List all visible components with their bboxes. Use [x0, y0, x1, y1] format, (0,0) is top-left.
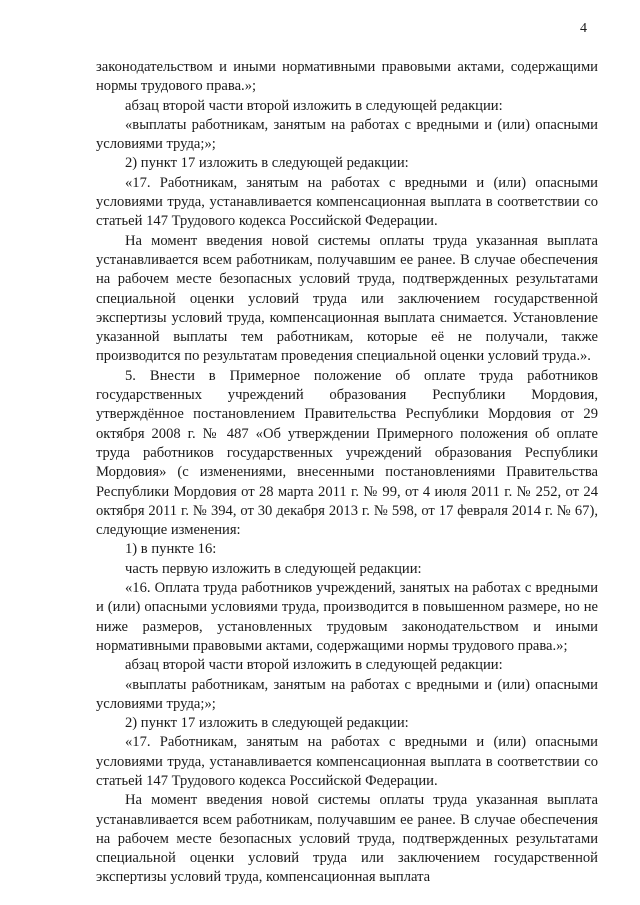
paragraph: абзац второй части второй изложить в следующей редакции: — [125, 97, 503, 114]
paragraph: «17. Работникам, занятым на работах с вредными и (или) опасными условиями труда, устанавливается компенсационная выплата в соответствии со статьей 147 Трудового кодекса Российской Федерации. — [96, 734, 598, 789]
paragraph: 2) пункт 17 изложить в следующей редакции: — [125, 155, 409, 172]
paragraph: На момент введения новой системы оплаты труда указанная выплата устанавливается всем работникам, получавшим ее ранее. В случае обеспечения на рабочем месте безопасных условий труда, подтвержденных результатами специальной оценки условий труда или заключением государственной экспертизы условий труда, компенсационная выплата снимается. Установление указанной выплаты тем работникам, которые её не получали, также производится по результатам проведения специальной оценки условий труда.». — [96, 232, 598, 365]
paragraph: часть первую изложить в следующей редакции: — [125, 560, 422, 577]
page-number: 4 — [580, 21, 587, 36]
document-body — [96, 58, 598, 888]
paragraph: 5. Внести в Примерное положение об оплате труда работников государственных учреждений образования Республики Мордовия, утверждённое постановлением Правительства Республики Мордовия от 29 октября 2008 г. № 487 «Об утверждении Примерного положения об оплате труда работников государственных учреждений образования Республики Мордовия» (с изменениями, внесенными постановлениями Правительства Республики Мордовия от 28 марта 2011 г. № 99, от 4 июля 2011 г. № 252, от 24 октября 2011 г. № 394, от 30 декабря 2013 г. № 598, от 17 февраля 2014 г. № 67), следующие изменения: — [96, 367, 598, 539]
paragraph: 2) пункт 17 изложить в следующей редакции: — [125, 715, 409, 732]
paragraph: законодательством и иными нормативными правовыми актами, содержащими нормы трудового права.»; — [96, 59, 598, 95]
paragraph: На момент введения новой системы оплаты труда указанная выплата устанавливается всем работникам, получавшим ее ранее. В случае обеспечения на рабочем месте безопасных условий труда, подтвержденных результатами специальной оценки условий труда или заключением государственной экспертизы условий труда, компенсационная выплата — [96, 792, 598, 886]
paragraph: 1) в пункте 16: — [125, 541, 217, 558]
paragraph: «выплаты работникам, занятым на работах с вредными и (или) опасными условиями труда;»; — [96, 116, 598, 153]
paragraph: абзац второй части второй изложить в следующей редакции: — [125, 657, 503, 674]
paragraph: «16. Оплата труда работников учреждений, занятых на работах с вредными и (или) опасными условиями труда, производится в повышенном размере, но не ниже размеров, установленных трудовым законодательством и иными нормативными правовыми актами, содержащими нормы трудового права.»; — [96, 580, 598, 654]
paragraph: «17. Работникам, занятым на работах с вредными и (или) опасными условиями труда, устанавливается компенсационная выплата в соответствии со статьей 147 Трудового кодекса Российской Федерации. — [96, 174, 598, 230]
paragraph: «выплаты работникам, занятым на работах с вредными и (или) опасными условиями труда;»; — [96, 676, 598, 712]
